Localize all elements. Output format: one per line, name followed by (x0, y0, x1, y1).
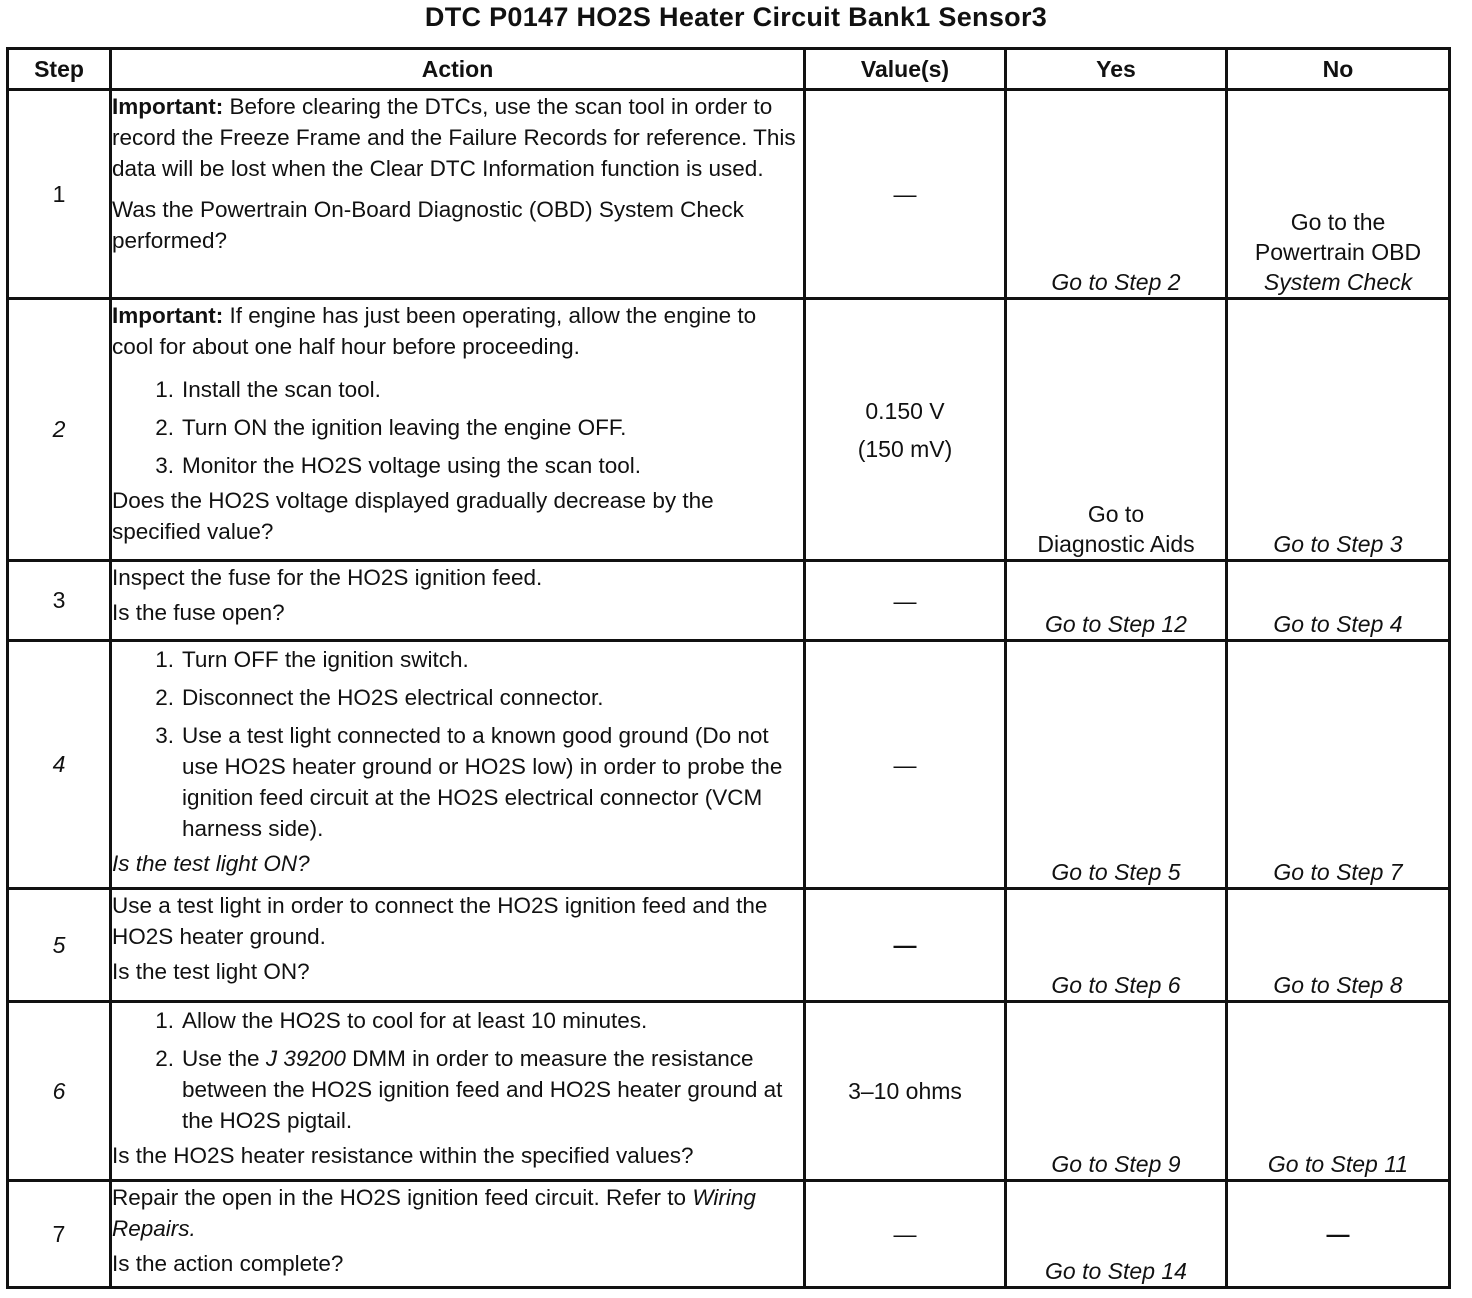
value-cell: — (805, 641, 1006, 889)
no-cell (1227, 299, 1450, 561)
yes-link[interactable]: Go to Step 5 (1051, 859, 1181, 885)
value-cell: 3–10 ohms (805, 1002, 1006, 1181)
header-action: Action (111, 49, 805, 90)
no-cell (1227, 889, 1450, 1002)
list-item: 1. Turn OFF the ignition switch. (155, 647, 469, 672)
step-number: 4 (8, 641, 111, 889)
no-link[interactable]: Go to Step 3 (1273, 531, 1403, 557)
no-line: Go to the (1290, 209, 1386, 235)
table-row (8, 1002, 1450, 1181)
no-link[interactable]: Go to Step 4 (1273, 611, 1403, 637)
action-text: Use a test light in order to connect the HO2S ignition feed and the HO2S heater ground. (112, 893, 768, 949)
step-question: Is the HO2S heater resistance within the specified values? (112, 1143, 694, 1168)
value-cell: — (805, 1181, 1006, 1288)
no-link[interactable]: Go to Step 11 (1267, 1151, 1409, 1177)
yes-line[interactable]: Diagnostic Aids (1037, 531, 1195, 557)
header-yes: Yes (1006, 49, 1227, 90)
step-list (112, 374, 803, 481)
header-step: Step (8, 49, 111, 90)
yes-cell (1006, 1181, 1227, 1288)
no-cell: — (1227, 1181, 1450, 1288)
no-link[interactable]: Go to Step 8 (1273, 972, 1403, 998)
header-row (8, 49, 1450, 90)
action-cell (111, 299, 805, 561)
yes-link[interactable]: Go to Step 12 (1045, 611, 1187, 637)
action-text: Inspect the fuse for the HO2S ignition feed. (112, 565, 543, 590)
table-row (8, 1181, 1450, 1288)
value-line: 0.150 V (865, 398, 945, 424)
step-list (112, 1005, 803, 1136)
yes-cell (1006, 1002, 1227, 1181)
yes-cell (1006, 90, 1227, 299)
no-cell (1227, 561, 1450, 641)
important-text: Before clearing the DTCs, use the scan tool in order to record the Freeze Frame and the Failure Records for reference. This data will be lost when the Clear DTC Information function is used. (112, 94, 796, 181)
step-question: Is the test light ON? (112, 851, 310, 876)
value-cell (805, 299, 1006, 561)
step-list (112, 644, 803, 844)
yes-cell (1006, 299, 1227, 561)
table-row (8, 641, 1450, 889)
action-cell (111, 641, 805, 889)
list-item: 3. Monitor the HO2S voltage using the scan tool. (155, 453, 642, 478)
tool-name: J 39200 (265, 1046, 346, 1071)
yes-cell (1006, 889, 1227, 1002)
important-text: If engine has just been operating, allow the engine to cool for about one half hour before proceeding. (112, 303, 757, 359)
table-row (8, 90, 1450, 299)
step-number: 1 (8, 90, 111, 299)
value-line: (150 mV) (857, 436, 953, 462)
step-number: 7 (8, 1181, 111, 1288)
diagnostic-table (6, 47, 1451, 1289)
yes-link[interactable]: Go to Step 14 (1045, 1258, 1187, 1284)
no-line[interactable]: Powertrain OBD (1254, 239, 1422, 265)
table-row (8, 299, 1450, 561)
step-question: Is the test light ON? (112, 959, 310, 984)
action-cell (111, 561, 805, 641)
step-question: Does the HO2S voltage displayed gradually decrease by the specified value? (112, 488, 714, 544)
action-text: Repair the open in the HO2S ignition feed circuit. Refer to (112, 1185, 687, 1210)
yes-link[interactable]: Go to Step 6 (1051, 972, 1181, 998)
wiring-repairs-link[interactable]: Wiring Repairs. (112, 1185, 756, 1241)
step-question: Is the action complete? (112, 1251, 344, 1276)
no-cell (1227, 1002, 1450, 1181)
list-item: 2. Use the J 39200 DMM in order to measure the resistance between the HO2S ignition feed and HO2S heater ground at the HO2S pigtail. (155, 1046, 783, 1133)
list-item: 1. Allow the HO2S to cool for at least 10 minutes. (155, 1008, 648, 1033)
action-cell (111, 889, 805, 1002)
step-number: 5 (8, 889, 111, 1002)
step-number: 6 (8, 1002, 111, 1181)
yes-line: Go to (1087, 501, 1145, 527)
important-label: Important: (112, 303, 224, 328)
no-cell (1227, 641, 1450, 889)
value-cell: — (805, 889, 1006, 1002)
value-cell: — (805, 90, 1006, 299)
step-number: 2 (8, 299, 111, 561)
action-cell (111, 90, 805, 299)
list-item: 2. Turn ON the ignition leaving the engine OFF. (155, 415, 627, 440)
value-cell: — (805, 561, 1006, 641)
yes-cell (1006, 561, 1227, 641)
no-cell (1227, 90, 1450, 299)
yes-cell (1006, 641, 1227, 889)
action-cell (111, 1002, 805, 1181)
yes-link[interactable]: Go to Step 9 (1051, 1151, 1181, 1177)
action-cell (111, 1181, 805, 1288)
step-number: 3 (8, 561, 111, 641)
no-link[interactable]: Go to Step 7 (1273, 859, 1403, 885)
step-question: Is the fuse open? (112, 600, 285, 625)
table-row (8, 889, 1450, 1002)
header-no: No (1227, 49, 1450, 90)
no-line[interactable]: System Check (1263, 269, 1413, 295)
list-item: 3. Use a test light connected to a known good ground (Do not use HO2S heater ground or HO2S low) in order to probe the ignition feed circuit at the HO2S electrical connector (VCM harness side). (155, 723, 783, 841)
header-values: Value(s) (805, 49, 1006, 90)
page-title: DTC P0147 HO2S Heater Circuit Bank1 Sensor3 (424, 2, 1048, 32)
list-item: 2. Disconnect the HO2S electrical connector. (155, 685, 604, 710)
step-question: Was the Powertrain On-Board Diagnostic (OBD) System Check performed? (112, 197, 744, 253)
important-label: Important: (112, 94, 224, 119)
table-row (8, 561, 1450, 641)
yes-link[interactable]: Go to Step 2 (1051, 269, 1181, 295)
list-item: 1. Install the scan tool. (155, 377, 381, 402)
